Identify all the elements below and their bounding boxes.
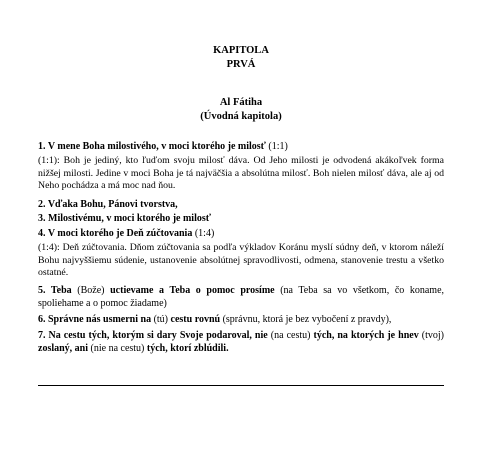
verse-7-part-b: (na cestu) [267,330,314,341]
verse-7 [38,329,444,355]
verse-5-part-d: (na Teba sa vo všetkom, čo koname, spoliehame a o pomoc žiadame) [38,285,445,309]
verse-1-ref: (1:1) [265,141,288,152]
verse-3: 3. Milostivému, v moci ktorého je milosť [38,213,211,224]
verse-6-part-a: 6. Správne nás usmerni na [38,314,152,325]
surah-name: Al Fátiha [219,97,263,108]
verse-6-part-d: (správnu, ktorá je bez vybočení z pravdy), [220,314,392,325]
verse-7-part-c: tých, na ktorých je hnev [313,330,419,341]
surah-subtitle: (Úvodná kapitola) [200,111,282,122]
verse-4 [38,227,444,240]
verse-2: 2. Vďaka Bohu, Pánovi tvorstva, [38,199,178,210]
verse-5-part-b: (Bože) [71,285,111,296]
chapter-number: PRVÁ [226,59,256,70]
verse-7-part-a: 7. Na cestu tých, ktorým si dary Svoje podaroval, nie [38,330,268,341]
chapter-label: KAPITOLA [213,45,269,56]
verse-1-text: 1. V mene Boha milostivého, v moci ktorého je milosť [38,141,266,152]
verse-5-part-a: 5. Teba [38,285,72,296]
verse-7-part-d: (tvoj) [418,330,444,341]
verse-7-part-f: (nie na cestu) [88,343,147,354]
verse-6 [38,313,444,326]
commentary-4: (1:4): Deň zúčtovania. Dňom zúčtovania sa podľa výkladov Koránu myslí súdny deň, v ktorom náleží Bohu najvyššiemu súdenie, ustanovenie absolútnej spravodlivosti, odmena, stanovenie trestu a všetko ostatné. [38,242,444,278]
verse-4-ref: (1:4) [192,228,215,239]
verse-6-part-b: (tú) [151,314,171,325]
verse-4-text: 4. V moci ktorého je Deň zúčtovania [38,228,193,239]
verse-5-part-c: uctievame a Teba o pomoc prosíme [110,285,275,296]
footnote-divider [38,385,444,386]
verse-6-part-c: cestu rovnú [170,314,221,325]
verse-7-part-e: zoslaný, ani [38,343,89,354]
verse-1 [38,140,444,153]
commentary-1: (1:1): Boh je jediný, kto ľuďom svoju milosť dáva. Od Jeho milosti je odvodená akákoľvek forma nižšej milosti. Jedine v moci Boha je tá najväčšia a absolútna milosť. Boh nielen milosť dáva, ale aj od Neho pochádza a má moc nad ňou. [38,155,444,191]
verse-7-part-g: tých, ktorí zblúdili. [146,343,229,354]
verse-5 [38,284,444,310]
